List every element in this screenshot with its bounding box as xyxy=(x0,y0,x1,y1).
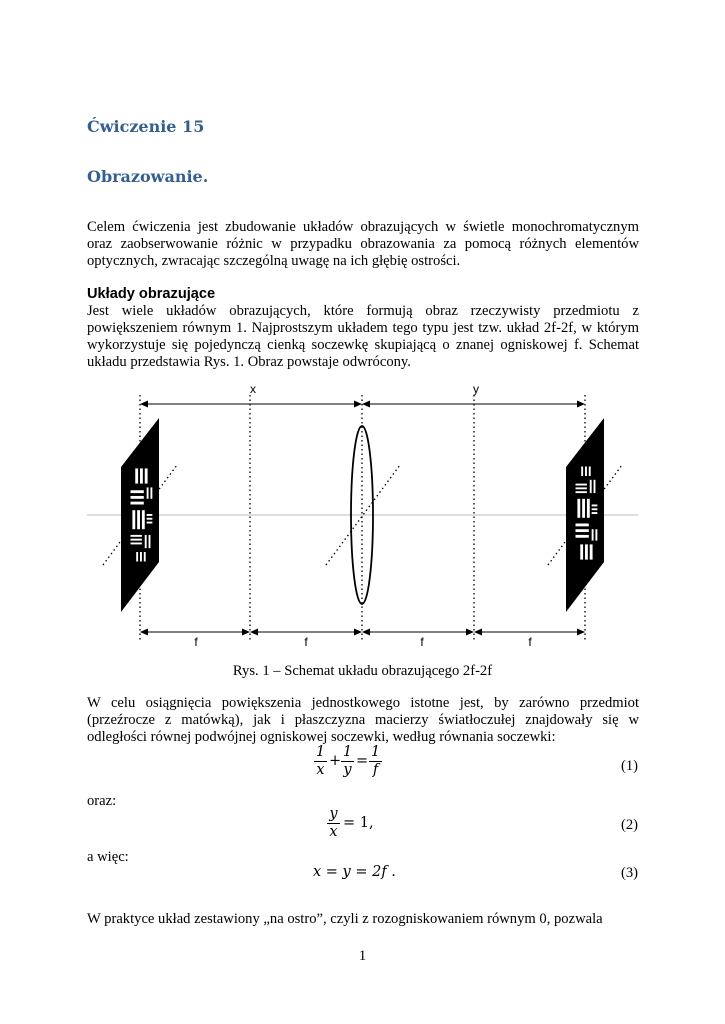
equation-number-3: (3) xyxy=(620,865,638,881)
page-number: 1 xyxy=(358,948,367,964)
label-f4: f xyxy=(528,635,532,649)
image-plane xyxy=(566,418,604,612)
practice-paragraph: W praktyce układ zestawiony „na ostro”, czyli z rozogniskowaniem równym 0, pozwala xyxy=(87,911,603,927)
equation-number-1: (1) xyxy=(620,758,638,774)
label-f1: f xyxy=(194,635,198,649)
object-slide xyxy=(121,418,159,612)
systems-paragraph: Jest wiele układów obrazujących, które formują obraz rzeczywisty przedmiotu z powiększeniem równym 1. Najprostszym układem tego typu jest tzw. układ 2f-2f, w którym wykorzystuje się pojedynczą cienką soczewkę skupiającą o znanej ogniskowej f. Schemat układu przedstawia Rys. 1. Obraz powstaje odwrócony. xyxy=(87,303,639,370)
label-f2: f xyxy=(304,635,308,649)
label-f3: f xyxy=(420,635,424,649)
figure-2f-2f-schematic xyxy=(0,375,725,655)
label-x: x xyxy=(250,382,256,396)
equation-number-2: (2) xyxy=(620,817,638,833)
intro-paragraph: Celem ćwiczenia jest zbudowanie układów obrazujących w świetle monochromatycznym oraz zaobserwowanie różnic w przypadku obrazowania za pomocą różnych elementów optycznych, zwracając szczególną uwagę na ich głębię ostrości. xyxy=(87,219,639,269)
section-title: Obrazowanie. xyxy=(87,167,209,186)
label-y: y xyxy=(473,382,479,396)
label-oraz: oraz: xyxy=(87,793,117,809)
exercise-title: Ćwiczenie 15 xyxy=(87,117,205,136)
figure-caption: Rys. 1 – Schemat układu obrazującego 2f-2f xyxy=(232,663,493,679)
subsection-heading: Układy obrazujące xyxy=(87,286,216,302)
lens-equation-paragraph: W celu osiągnięcia powiększenia jednostkowego istotne jest, by zarówno przedmiot (przeźrocze z matówką), jak i płaszczyzna macierzy światłoczułej znajdowały się w odległości równej podwójnej ogniskowej soczewki, według równania soczewki: xyxy=(87,695,639,745)
label-a-wiec: a więc: xyxy=(87,849,129,865)
